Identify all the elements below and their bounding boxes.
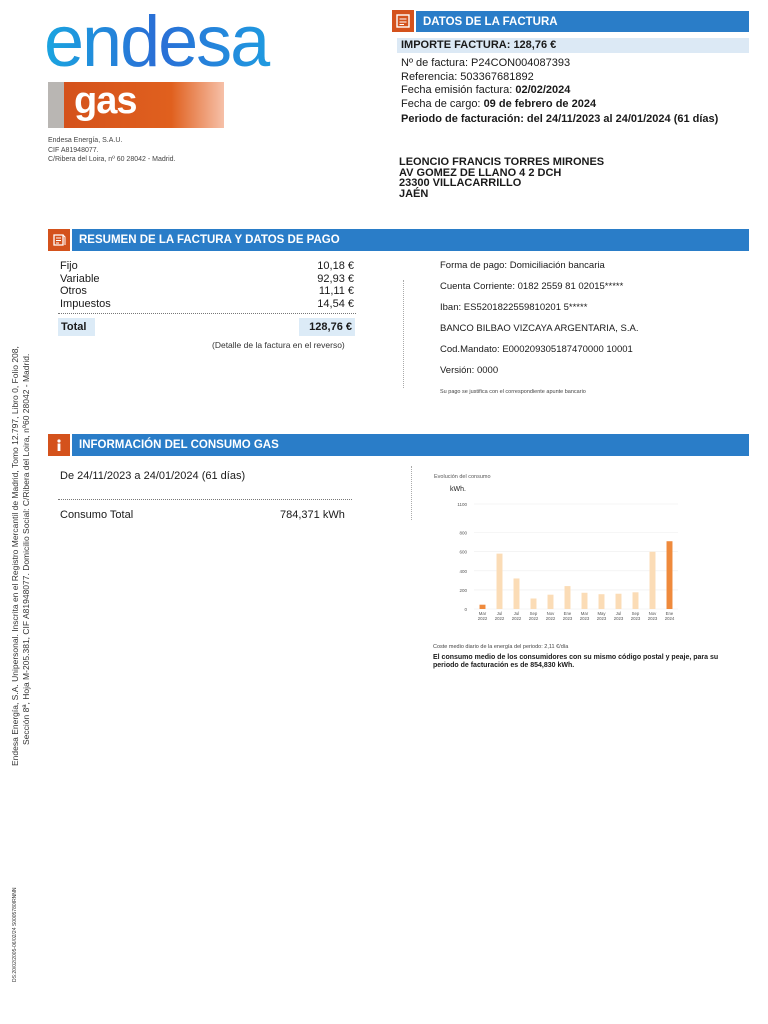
chart-title: Evolución del consumo <box>434 474 491 480</box>
legal-side-text-1: Endesa Energía, S.A. Unipersonal. Inscrita en el Registro Mercantil de Madrid, Tomo 12.797, Libro 0, Folio 208, <box>10 346 20 766</box>
chart-xticks <box>478 611 675 621</box>
chart-gridlines <box>474 504 678 609</box>
x-tick-label: Jul <box>513 611 520 616</box>
invoice-reference: Referencia: 503367681892 <box>401 71 534 83</box>
gas-label: gas <box>74 80 137 122</box>
summary-header: RESUMEN DE LA FACTURA Y DATOS DE PAGO <box>72 229 749 251</box>
endesa-logo <box>44 14 344 74</box>
y-tick-label: 0 <box>464 607 467 612</box>
x-tick-label: Jul <box>615 611 622 616</box>
legal-side-text-2: Sección 8ª, Hoja M-205.381, CIF A81948077. Domicilio Social: C/Ribera del Loira, nº60 28042 - Madrid. <box>21 353 31 745</box>
cost-note: Coste medio diario de la energía del periodo: 2,11 €/día <box>433 644 569 650</box>
invoice-issue-date <box>401 83 570 97</box>
chart-bar <box>531 599 537 610</box>
invoice-charge-date <box>401 97 596 111</box>
y-tick-label: 1100 <box>457 502 467 507</box>
x-tick-label: 2022 <box>528 616 539 621</box>
chart-bar <box>480 605 486 609</box>
invoice-amount: IMPORTE FACTURA: 128,76 € <box>397 38 749 53</box>
payment-iban: Iban: ES5201822559810201 5***** <box>440 302 588 313</box>
customer-province: JAÉN <box>399 187 429 200</box>
x-tick-label: 2022 <box>494 616 505 621</box>
consumption-total-label: Consumo Total <box>60 509 134 521</box>
chart-bars <box>480 541 673 609</box>
chart-ylabel: kWh. <box>450 486 466 493</box>
summary-row-fijo <box>60 260 354 273</box>
y-tick-label: 800 <box>459 530 467 536</box>
issue-date-value: 02/02/2024 <box>515 84 571 96</box>
row-label: Otros <box>60 285 87 297</box>
document-code: DS:20/02/2005-06/02/24 S0005780IRNNN <box>12 887 18 982</box>
consumption-chart <box>432 470 682 630</box>
x-tick-label: 2022 <box>477 616 488 621</box>
customer-name: LEONCIO FRANCIS TORRES MIRONES <box>399 156 605 168</box>
chart-bar <box>633 592 639 609</box>
company-name: Endesa Energía, S.A.U. <box>48 137 123 144</box>
consumption-total-value: 784,371 kWh <box>280 509 345 521</box>
company-info <box>48 136 175 165</box>
x-tick-label: Jul <box>496 611 503 616</box>
chart-bar <box>548 595 554 609</box>
summary-total-value: 128,76 € <box>299 318 355 336</box>
row-value: 10,18 € <box>317 260 354 272</box>
payment-method: Forma de pago: Domiciliación bancaria <box>440 260 605 271</box>
summary-row-variable <box>60 273 354 286</box>
summary-detail-note: (Detalle de la factura en el reverso) <box>212 340 345 350</box>
x-tick-label: 2024 <box>664 616 675 621</box>
average-note <box>433 654 718 670</box>
row-value: 14,54 € <box>317 298 354 310</box>
x-tick-label: 2023 <box>596 616 607 621</box>
x-tick-label: Nov <box>648 611 657 616</box>
y-tick-label: 400 <box>459 568 467 574</box>
customer-address <box>399 157 604 199</box>
consumption-period: De 24/11/2023 a 24/01/2024 (61 días) <box>60 470 246 482</box>
chart-bar <box>514 578 520 609</box>
consumption-divider <box>58 499 352 500</box>
row-value: 92,93 € <box>317 273 354 285</box>
payment-version: Versión: 0000 <box>440 365 499 376</box>
x-tick-label: Ene <box>563 611 572 616</box>
y-tick-label: 200 <box>459 587 467 593</box>
chart-bar <box>650 552 656 609</box>
customer-street: AV GOMEZ DE LLANO 4 2 DCH <box>399 166 562 179</box>
x-tick-label: Ene <box>665 611 674 616</box>
average-note-line2: periodo de facturación es de 854,830 kWh. <box>433 662 575 669</box>
chart-bar <box>667 541 673 609</box>
row-label: Variable <box>60 273 100 285</box>
x-tick-label: Nov <box>546 611 555 616</box>
x-tick-label: Mar <box>478 611 487 616</box>
y-tick-label: 600 <box>459 549 467 555</box>
payment-bank: BANCO BILBAO VIZCAYA ARGENTARIA, S.A. <box>440 323 639 334</box>
summary-vertical-divider <box>403 280 404 388</box>
x-tick-label: 2023 <box>579 616 590 621</box>
x-tick-label: 2022 <box>545 616 556 621</box>
chart-bar <box>616 594 622 609</box>
issue-date-label: Fecha emisión factura: <box>401 84 516 96</box>
summary-total-label: Total <box>58 318 95 336</box>
invoice-period: Periodo de facturación: del 24/11/2023 al 24/01/2024 (61 días) <box>401 113 719 125</box>
x-tick-label: 2023 <box>613 616 624 621</box>
x-tick-label: 2023 <box>647 616 658 621</box>
chart-bar <box>599 594 605 609</box>
company-address: C/Ribera del Loira, nº 60 28042 - Madrid. <box>48 156 176 163</box>
consumption-header: INFORMACIÓN DEL CONSUMO GAS <box>72 434 749 456</box>
company-cif: CIF A81948077. <box>48 146 99 154</box>
x-tick-label: Sep <box>631 611 640 616</box>
payment-mandate: Cod.Mandato: E000209305187470000 10001 <box>440 344 633 355</box>
x-tick-label: May <box>597 611 606 616</box>
chart-bar <box>497 554 503 609</box>
row-label: Fijo <box>60 260 78 272</box>
svg-text:endesa: endesa <box>44 14 269 74</box>
chart-bar <box>582 593 588 609</box>
invoice-number: Nº de factura: P24CON004087393 <box>401 57 571 69</box>
summary-icon <box>48 229 70 251</box>
x-tick-label: Sep <box>529 611 538 616</box>
consumption-vertical-divider <box>411 466 412 520</box>
x-tick-label: 2023 <box>630 616 641 621</box>
average-note-line1: El consumo medio de los consumidores con su mismo código postal y peaje, para su <box>433 654 719 661</box>
summary-divider <box>58 313 356 314</box>
summary-row-impuestos <box>60 298 354 311</box>
x-tick-label: 2022 <box>511 616 522 621</box>
invoice-header: DATOS DE LA FACTURA <box>416 11 749 32</box>
row-value: 11,11 € <box>318 285 354 297</box>
customer-city: 23300 VILLACARRILLO <box>399 177 522 189</box>
x-tick-label: 2023 <box>562 616 573 621</box>
invoice-icon <box>392 10 414 32</box>
summary-row-otros <box>60 285 354 298</box>
charge-date-value: 09 de febrero de 2024 <box>483 98 597 110</box>
consumption-icon <box>48 434 70 456</box>
charge-date-label: Fecha de cargo: <box>401 98 484 110</box>
row-label: Impuestos <box>60 298 111 310</box>
chart-yticks <box>457 502 467 612</box>
payment-note: Su pago se justifica con el correspondiente apunte bancario <box>440 389 586 395</box>
x-tick-label: Mar <box>580 611 589 616</box>
chart-bar <box>565 586 571 609</box>
payment-account: Cuenta Corriente: 0182 2559 81 02015***** <box>440 281 624 292</box>
